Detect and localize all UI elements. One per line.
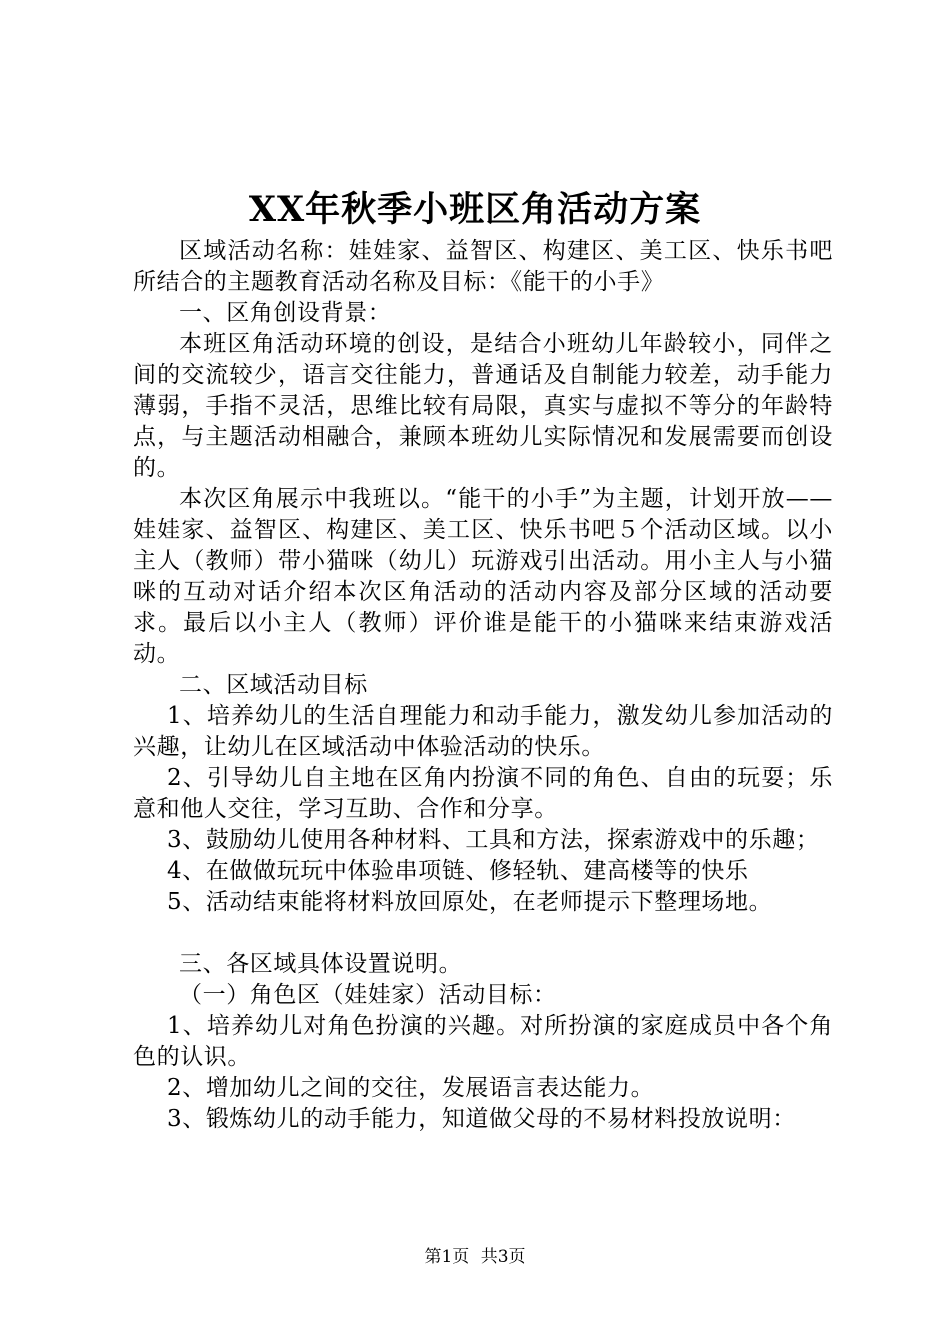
role-goal-item-3: 3、锻炼幼儿的动手能力，知道做父母的不易材料投放说明： bbox=[167, 1106, 796, 1132]
goal-item-3: 3、鼓励幼儿使用各种材料、工具和方法，探索游戏中的乐趣； bbox=[167, 827, 820, 853]
page-total: 共3页 bbox=[480, 1247, 526, 1267]
page-footer bbox=[0, 1246, 950, 1268]
heading-goals: 二、区域活动目标 bbox=[179, 672, 368, 698]
role-goal-item-2: 2、增加幼儿之间的交往，发展语言表达能力。 bbox=[167, 1075, 655, 1101]
document-body bbox=[133, 236, 833, 1135]
goal-item-4: 4、在做做玩玩中体验串项链、修轻轨、建高楼等的快乐 bbox=[167, 858, 749, 884]
goal-item-1: 1、培养幼儿的生活自理能力和动手能力，激发幼儿参加活动的兴趣，让幼儿在区域活动中体验活动的快乐。 bbox=[133, 703, 833, 760]
heading-area-settings: 三、各区域具体设置说明。 bbox=[179, 951, 463, 977]
page-number: 第1页 bbox=[424, 1247, 470, 1267]
document-title: XX年秋季小班区角活动方案 bbox=[248, 189, 702, 230]
blank-line bbox=[133, 918, 833, 949]
paragraph-showcase: 本次区角展示中我班以。“能干的小手”为主题，计划开放——娃娃家、益智区、构建区、美工区、快乐书吧５个活动区域。以小主人（教师）带小猫咪（幼儿）玩游戏引出活动。用小主人与小猫咪的互动对话介绍本次区角活动的活动内容及部分区域的活动要求。最后以小主人（教师）评价谁是能干的小猫咪来结束游戏活动。 bbox=[133, 486, 833, 667]
goal-item-5: 5、活动结束能将材料放回原处，在老师提示下整理场地。 bbox=[167, 889, 773, 915]
paragraph-activity-name: 区域活动名称：娃娃家、益智区、构建区、美工区、快乐书吧所结合的主题教育活动名称及目标：《能干的小手》 bbox=[133, 238, 833, 295]
goal-item-2: 2、引导幼儿自主地在区角内扮演不同的角色、自由的玩耍；乐意和他人交往，学习互助、合作和分享。 bbox=[133, 765, 833, 822]
heading-role-area: （一）角色区（娃娃家）活动目标： bbox=[179, 982, 557, 1008]
role-goal-item-1: 1、培养幼儿对角色扮演的兴趣。对所扮演的家庭成员中各个角色的认识。 bbox=[133, 1013, 833, 1070]
paragraph-background: 本班区角活动环境的创设，是结合小班幼儿年龄较小，同伴之间的交流较少，语言交往能力，普通话及自制能力较差，动手能力薄弱，手指不灵活，思维比较有局限，真实与虚拟不等分的年龄特点，与主题活动相融合，兼顾本班幼儿实际情况和发展需要而创设的。 bbox=[133, 331, 833, 481]
heading-background: 一、区角创设背景： bbox=[179, 300, 392, 326]
